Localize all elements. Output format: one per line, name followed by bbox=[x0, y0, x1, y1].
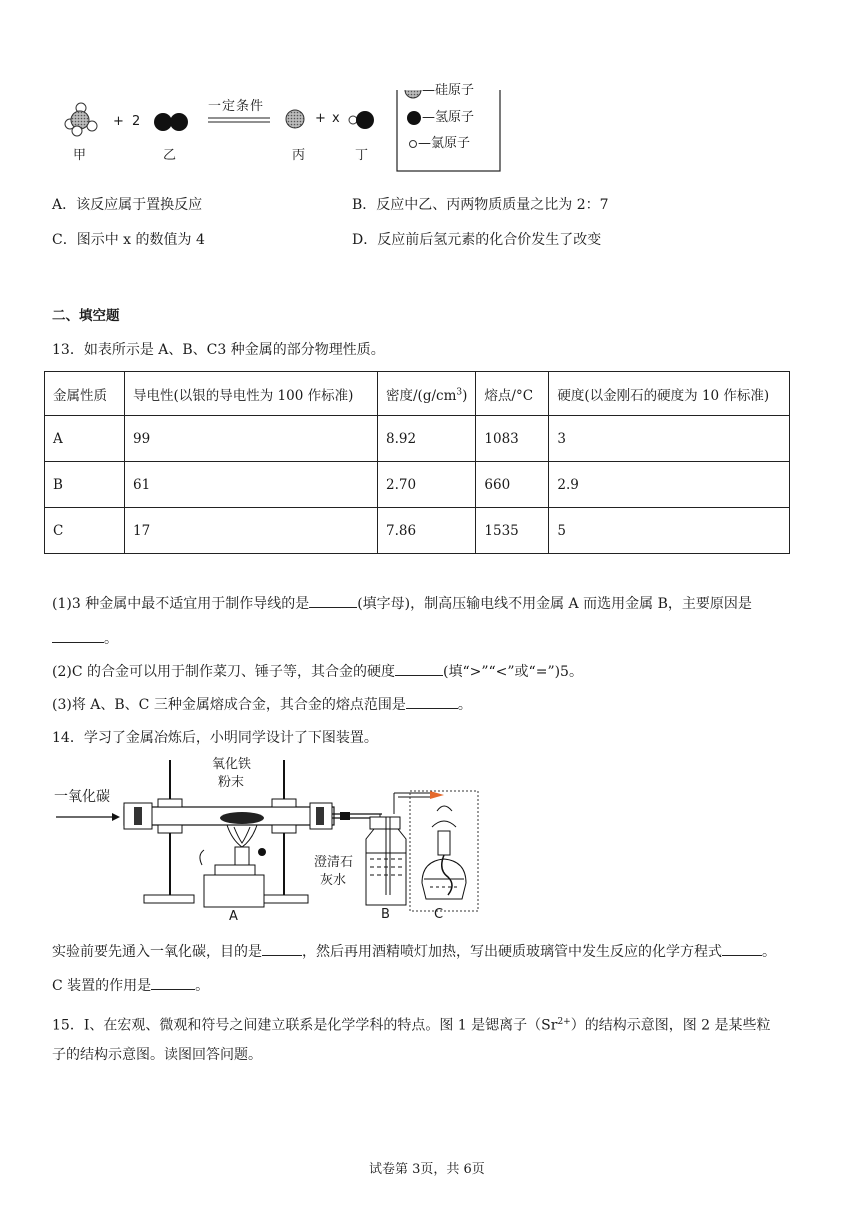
limewater-label-1: 澄清石 bbox=[314, 855, 354, 870]
plus-sign-1: + bbox=[113, 114, 124, 129]
molecule-yi bbox=[154, 113, 188, 131]
q13-sub1-cont: 。 bbox=[52, 628, 118, 649]
table-cell: 3 bbox=[549, 416, 790, 462]
answer-blank[interactable] bbox=[151, 975, 195, 990]
q15-line1: 15．I、在宏观、微观和符号之间建立联系是化学学科的特点。图 1 是锶离子$(Sr^{2+})$的结构示意图，图 2 是某些粒 bbox=[52, 1017, 771, 1034]
table-cell: 660 bbox=[476, 462, 549, 508]
table-cell: 7.86 bbox=[378, 508, 476, 554]
apparatus-label-c: C bbox=[434, 907, 444, 922]
table-cell: 1083 bbox=[476, 416, 549, 462]
apparatus-label-b: B bbox=[381, 907, 390, 922]
apparatus-svg bbox=[52, 755, 482, 925]
label-ding: 丁 bbox=[355, 148, 369, 163]
gas-label: 一氧化碳 bbox=[54, 789, 110, 805]
q13-sub2: (2)C 的合金可以用于制作菜刀、锤子等，其合金的硬度 (填“>”“<”或“=”)5。 bbox=[52, 661, 583, 682]
option-a: A．该反应属于置换反应 bbox=[52, 197, 203, 213]
label-jia: 甲 bbox=[73, 148, 87, 163]
powder-label-2: 粉末 bbox=[218, 775, 245, 790]
plus-sign-2: + bbox=[315, 111, 326, 126]
table-cell: 17 bbox=[125, 508, 378, 554]
metal-properties-table bbox=[44, 371, 790, 554]
option-d: D．反应前后氢元素的化合价发生了改变 bbox=[352, 232, 602, 248]
molecule-jia bbox=[65, 103, 97, 136]
table-cell: 99 bbox=[125, 416, 378, 462]
molecule-bing bbox=[286, 110, 304, 128]
page-footer: 试卷第 3页，共 6页 bbox=[369, 1162, 485, 1177]
header-cell: 导电性(以银的导电性为 100 作标准) bbox=[125, 372, 378, 416]
section-title: 二、填空题 bbox=[52, 308, 120, 324]
q14-stem: 14．学习了金属冶炼后，小明同学设计了下图装置。 bbox=[52, 730, 378, 746]
molecule-ding bbox=[349, 111, 374, 129]
legend-si: —硅原子 bbox=[422, 83, 475, 98]
legend-h-icon bbox=[407, 111, 421, 125]
coefficient-x: x bbox=[332, 111, 340, 126]
coefficient-2: 2 bbox=[132, 114, 141, 129]
q13-stem: 13．如表所示是 A、B、C3 种金属的部分物理性质。 bbox=[52, 342, 385, 358]
limewater-label-2: 灰水 bbox=[320, 873, 347, 888]
answer-blank[interactable] bbox=[309, 593, 357, 608]
q14-line1: 实验前要先通入一氧化碳，目的是 ，然后再用酒精喷灯加热，写出硬质玻璃管中发生反应的化学方程式 。 bbox=[52, 941, 776, 962]
answer-blank[interactable] bbox=[406, 694, 458, 709]
reaction-condition: 一定条件 bbox=[208, 99, 265, 114]
q14-line2: C 装置的作用是 。 bbox=[52, 975, 209, 996]
legend-cl-icon bbox=[410, 141, 417, 148]
legend-cl: —氯原子 bbox=[418, 136, 471, 151]
option-b: B．反应中乙、丙两物质质量之比为 2：7 bbox=[352, 197, 609, 213]
label-yi: 乙 bbox=[163, 148, 177, 163]
apparatus-diagram bbox=[52, 755, 482, 925]
table-cell: 1535 bbox=[476, 508, 549, 554]
table-cell: 2.70 bbox=[378, 462, 476, 508]
table-row bbox=[45, 508, 790, 554]
label-bing: 丙 bbox=[292, 148, 306, 163]
answer-blank[interactable] bbox=[722, 941, 762, 956]
table-row bbox=[45, 416, 790, 462]
table-cell: A bbox=[45, 416, 125, 462]
option-c: C．图示中 x 的数值为 4 bbox=[52, 232, 205, 248]
table-cell: 2.9 bbox=[549, 462, 790, 508]
header-cell: 熔点/°C bbox=[476, 372, 549, 416]
table-cell: 8.92 bbox=[378, 416, 476, 462]
header-cell: 硬度(以金刚石的硬度为 10 作标准) bbox=[549, 372, 790, 416]
table-cell: 61 bbox=[125, 462, 378, 508]
q13-sub1: (1)3 种金属中最不适宜用于制作导线的是 (填字母)，制高压输电线不用金属 A 而选用金属 B，主要原因是 bbox=[52, 593, 752, 614]
answer-blank[interactable] bbox=[395, 661, 443, 676]
q13-sub3: (3)将 A、B、C 三种金属熔成合金，其合金的熔点范围是 。 bbox=[52, 694, 472, 715]
powder-label-1: 氧化铁 bbox=[212, 757, 252, 772]
reaction-diagram bbox=[50, 83, 510, 180]
table-cell: B bbox=[45, 462, 125, 508]
table-row bbox=[45, 462, 790, 508]
table-cell: 5 bbox=[549, 508, 790, 554]
answer-blank[interactable] bbox=[262, 941, 302, 956]
header-cell: 密度$/(g/cm^3)$ bbox=[378, 372, 476, 416]
table-cell: C bbox=[45, 508, 125, 554]
answer-blank[interactable] bbox=[52, 628, 104, 643]
table-header-row bbox=[45, 372, 790, 416]
q15-line2: 子的结构示意图。读图回答问题。 bbox=[52, 1047, 262, 1063]
legend-h: —氢原子 bbox=[422, 110, 475, 125]
header-cell: 金属性质 bbox=[45, 372, 125, 416]
apparatus-label-a: A bbox=[229, 909, 238, 924]
